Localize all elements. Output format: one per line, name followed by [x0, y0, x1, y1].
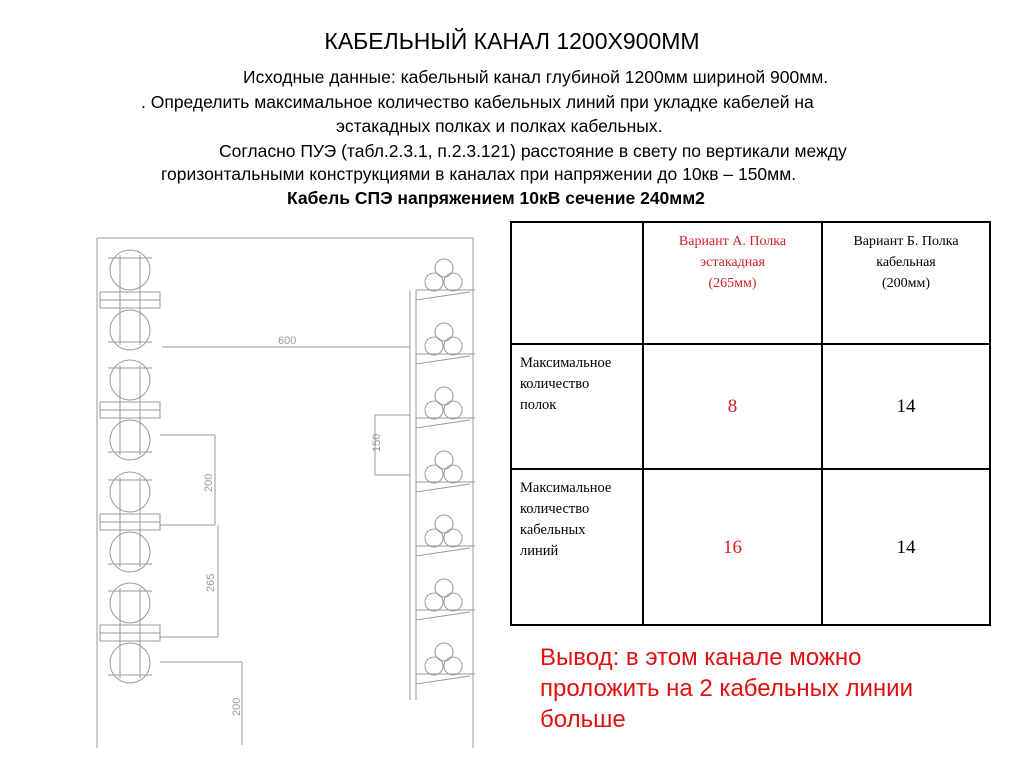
text-line-task-cont: эстакадных полках и полках кабельных. — [336, 116, 663, 136]
table-row — [511, 344, 990, 469]
dimension-label-600: 600 — [278, 335, 297, 347]
trestle-shelf-unit — [100, 250, 160, 350]
text-line-pue: Согласно ПУЭ (табл.2.3.1, п.2.3.121) расстояние в свету по вертикали между — [219, 141, 847, 161]
row-label-lines: Максимальное количество кабельных линий — [511, 469, 643, 625]
text-line-pue-cont: горизонтальными конструкциями в каналах при напряжении до 10кв – 150мм. — [161, 164, 797, 184]
header-variant-a: Вариант А. Полка эстакадная (265мм) — [643, 222, 822, 344]
text-line-task: . Определить максимальное количество кабельных линий при укладке кабелей на — [141, 92, 814, 112]
table-row — [511, 469, 990, 625]
cable-shelf-column — [416, 259, 475, 684]
text-line-cable: Кабель СПЭ напряжением 10кВ сечение 240мм2 — [287, 188, 705, 208]
dimension-label-200: 200 — [203, 473, 215, 492]
comparison-table — [510, 221, 991, 626]
text-line-source-data: Исходные данные: кабельный канал глубиной 1200мм шириной 900мм. — [243, 67, 829, 87]
dimension-label-150: 150 — [371, 433, 383, 452]
value-lines-b: 14 — [822, 469, 990, 625]
value-shelves-a: 8 — [643, 344, 822, 469]
value-lines-a: 16 — [643, 469, 822, 625]
value-shelves-b: 14 — [822, 344, 990, 469]
table-corner-cell — [511, 222, 643, 344]
row-label-shelves: Максимальное количество полок — [511, 344, 643, 469]
conclusion-text: Вывод: в этом канале можно проложить на 2 кабельных линии больше — [540, 644, 913, 733]
dimension-label-200-bottom: 200 — [231, 697, 243, 716]
header-variant-b: Вариант Б. Полка кабельная (200мм) — [822, 222, 990, 344]
table-header-row — [511, 222, 990, 344]
dimension-label-265: 265 — [205, 573, 217, 592]
page-title: КАБЕЛЬНЫЙ КАНАЛ 1200Х900ММ — [324, 28, 700, 54]
